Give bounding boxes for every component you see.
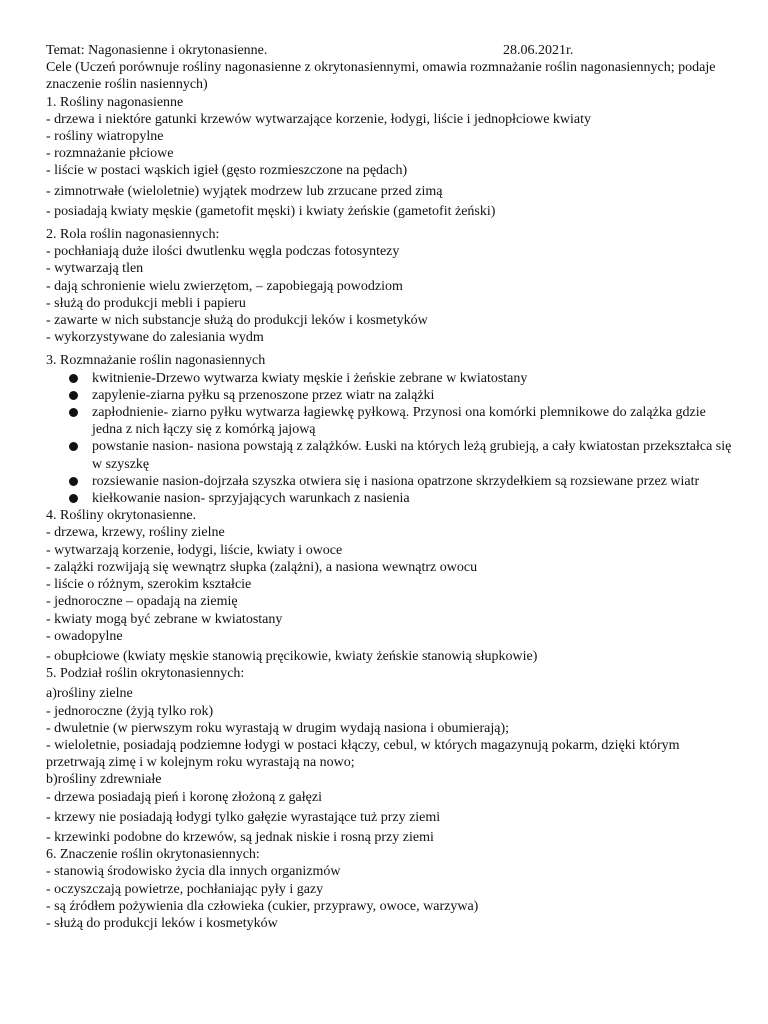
list-item: - służą do produkcji mebli i papieru: [46, 295, 246, 311]
bullet-item: powstanie nasion- nasiona powstają z zalążków. Łuski na których leżą grubieją, a cały kwiatostan przekształca się w szyszkę: [46, 438, 736, 472]
bullet-item: kwitnienie-Drzewo wytwarza kwiaty męskie i żeńskie zebrane w kwiatostany: [46, 370, 736, 387]
list-item: - posiadają kwiaty męskie (gametofit męski) i kwiaty żeńskie (gametofit żeński): [46, 203, 496, 219]
list-item: - jednoroczne (żyją tylko rok): [46, 703, 214, 719]
bullet-item: zapłodnienie- ziarno pyłku wytwarza łagiewkę pyłkową. Przynosi ona komórki plemnikowe do zalążka gdzie jedna z nich łączy się z komórką jajową: [46, 404, 736, 438]
bullet-item: rozsiewanie nasion-dojrzała szyszka otwiera się i nasiona opatrzone skrzydełkiem są rozsiewane przez wiatr: [46, 473, 736, 490]
topic-line: Temat: Nagonasienne i okrytonasienne.: [46, 43, 268, 58]
section-6-heading: 6. Znaczenie roślin okrytonasiennych:: [46, 847, 260, 863]
document-page: [46, 42, 736, 932]
bullet-dot-icon: [69, 374, 78, 383]
bullet-dot-icon: [69, 442, 78, 451]
list-item: - drzewa posiadają pień i koronę złożoną z gałęzi: [46, 789, 322, 805]
lesson-goals: Cele (Uczeń porównuje rośliny nagonasienne z okrytonasiennymi, omawia rozmnażanie roślin nagonasiennych; podaje znaczenie roślin nasiennych): [46, 60, 716, 93]
list-item: - oczyszczają powietrze, pochłaniając pyły i gazy: [46, 881, 324, 897]
list-item: - owadopylne: [46, 628, 123, 644]
list-item: - dwuletnie (w pierwszym roku wyrastają w drugim wydają nasiona i obumierają);: [46, 720, 510, 736]
list-item: - drzewa i niektóre gatunki krzewów wytwarzające korzenie, łodygi, liście i jednopłciowe kwiaty: [46, 111, 592, 127]
bullet-dot-icon: [69, 494, 78, 503]
section-1-heading: 1. Rośliny nagonasienne: [46, 94, 184, 110]
list-item: - rozmnażanie płciowe: [46, 146, 174, 162]
section-2-heading: 2. Rola roślin nagonasiennych:: [46, 227, 220, 243]
list-item: - obupłciowe (kwiaty męskie stanowią pręcikowie, kwiaty żeńskie stanowią słupkowie): [46, 648, 538, 664]
list-item: - krzewy nie posiadają łodygi tylko gałęzie wyrastające tuż przy ziemi: [46, 809, 441, 825]
list-item: - wytwarzają tlen: [46, 261, 144, 277]
bullet-dot-icon: [69, 477, 78, 486]
reproduction-bullet-list: [46, 370, 736, 508]
list-item: - drzewa, krzewy, rośliny zielne: [46, 525, 225, 541]
list-item: - wykorzystywane do zalesiania wydm: [46, 330, 264, 346]
list-item: - zimnotrwałe (wieloletnie) wyjątek modrzew lub zrzucane przed zimą: [46, 183, 443, 199]
list-item: - pochłaniają duże ilości dwutlenku węgla podczas fotosyntezy: [46, 244, 400, 260]
list-item: - stanowią środowisko życia dla innych organizmów: [46, 864, 341, 880]
list-item: - zalążki rozwijają się wewnątrz słupka (zalążni), a nasiona wewnątrz owocu: [46, 559, 478, 575]
subsection-b-heading: b)rośliny zdrewniałe: [46, 772, 162, 788]
list-item: - wieloletnie, posiadają podziemne łodygi w postaci kłączy, cebul, w których magazynują pokarm, dzięki którym przetrwają zimę i w kolejnym roku wyrastają na nowo;: [46, 737, 680, 771]
list-item: - rośliny wiatropylne: [46, 129, 164, 145]
subsection-a-heading: a)rośliny zielne: [46, 686, 133, 702]
list-item: - liście w postaci wąskich igieł (gęsto rozmieszczone na pędach): [46, 163, 408, 179]
list-item: - dają schronienie wielu zwierzętom, – zapobiegają powodziom: [46, 278, 403, 294]
bullet-dot-icon: [69, 408, 78, 417]
list-item: - liście o różnym, szerokim kształcie: [46, 577, 252, 593]
section-5-heading: 5. Podział roślin okrytonasiennych:: [46, 666, 245, 682]
bullet-item: zapylenie-ziarna pyłku są przenoszone przez wiatr na zalążki: [46, 387, 736, 404]
bullet-dot-icon: [69, 391, 78, 400]
list-item: - są źródłem pożywienia dla człowieka (cukier, przyprawy, owoce, warzywa): [46, 898, 479, 914]
list-item: - wytwarzają korzenie, łodygi, liście, kwiaty i owoce: [46, 542, 343, 558]
list-item: - krzewinki podobne do krzewów, są jednak niskie i rosną przy ziemi: [46, 829, 434, 845]
section-3-heading: 3. Rozmnażanie roślin nagonasiennych: [46, 353, 266, 369]
section-4-heading: 4. Rośliny okrytonasienne.: [46, 508, 197, 524]
list-item: - kwiaty mogą być zebrane w kwiatostany: [46, 611, 283, 627]
list-item: - zawarte w nich substancje służą do produkcji leków i kosmetyków: [46, 313, 428, 329]
bullet-item: kiełkowanie nasion- sprzyjających warunkach z nasienia: [46, 490, 736, 507]
list-item: - jednoroczne – opadają na ziemię: [46, 594, 238, 610]
list-item: - służą do produkcji leków i kosmetyków: [46, 915, 278, 931]
document-date: 28.06.2021r.: [503, 43, 574, 58]
